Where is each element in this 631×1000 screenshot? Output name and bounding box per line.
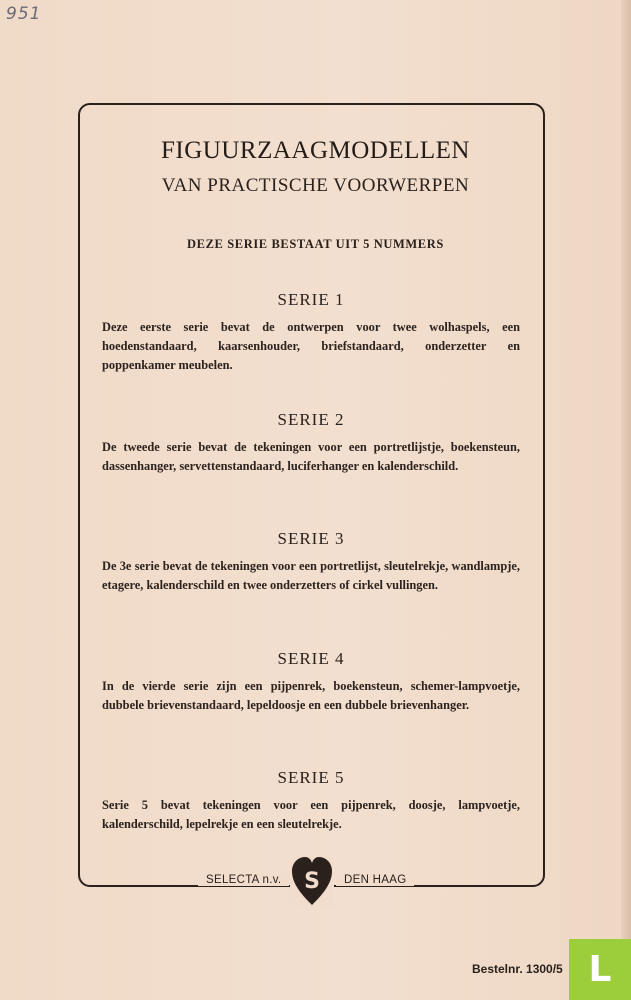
series-description: Deze eerste serie bevat de ontwerpen voor twee wolhaspels, een hoedenstandaard, kaarsenhouder, briefstandaard, onderzetter en poppenkamer meubelen. [102, 320, 520, 372]
series-description: Serie 5 bevat tekeningen voor een pijpenrek, doosje, lampvoetje, kalenderschild, lepelrekje en een sleutelrekje. [102, 798, 520, 831]
page-title: FIGUURZAAGMODELLEN [161, 137, 470, 164]
series-block-3 [102, 529, 520, 595]
series-description: De tweede serie bevat de tekeningen voor een portretlijstje, boekensteun, dassenhanger, servettenstandaard, luciferhanger en kalenderschild. [102, 440, 520, 473]
series-count-note: DEZE SERIE BESTAAT UIT 5 NUMMERS [187, 237, 444, 251]
series-block-2 [102, 410, 520, 476]
series-heading: SERIE 2 [277, 410, 345, 429]
series-block-5 [102, 768, 520, 834]
library-sticker [569, 939, 631, 1000]
logo-letter: S [304, 869, 320, 894]
series-block-1 [102, 290, 520, 375]
order-number: Bestelnr. 1300/5 [472, 962, 563, 976]
publisher-city: DEN HAAG [336, 874, 414, 886]
series-heading: SERIE 3 [277, 529, 345, 548]
series-heading: SERIE 4 [277, 649, 345, 668]
series-heading: SERIE 5 [277, 768, 345, 787]
page-subtitle: VAN PRACTISCHE VOORWERPEN [161, 175, 470, 196]
series-block-4 [102, 649, 520, 715]
handwritten-note: 951 [6, 4, 42, 24]
series-description: In de vierde serie zijn een pijpenrek, boekensteun, schemer-lampvoetje, dubbele brievenstandaard, lepeldoosje en een dubbele brievenhanger. [102, 679, 520, 712]
series-heading: SERIE 1 [277, 290, 345, 309]
series-description: De 3e serie bevat de tekeningen voor een portretlijst, sleutelrekje, wandlampje, etagere, kalenderschild en twee onderzetters of cirkel vullingen. [102, 559, 520, 592]
heart-s-logo-icon [290, 855, 334, 907]
sticker-letter: L [588, 949, 612, 990]
publisher-name: SELECTA n.v. [198, 874, 289, 886]
